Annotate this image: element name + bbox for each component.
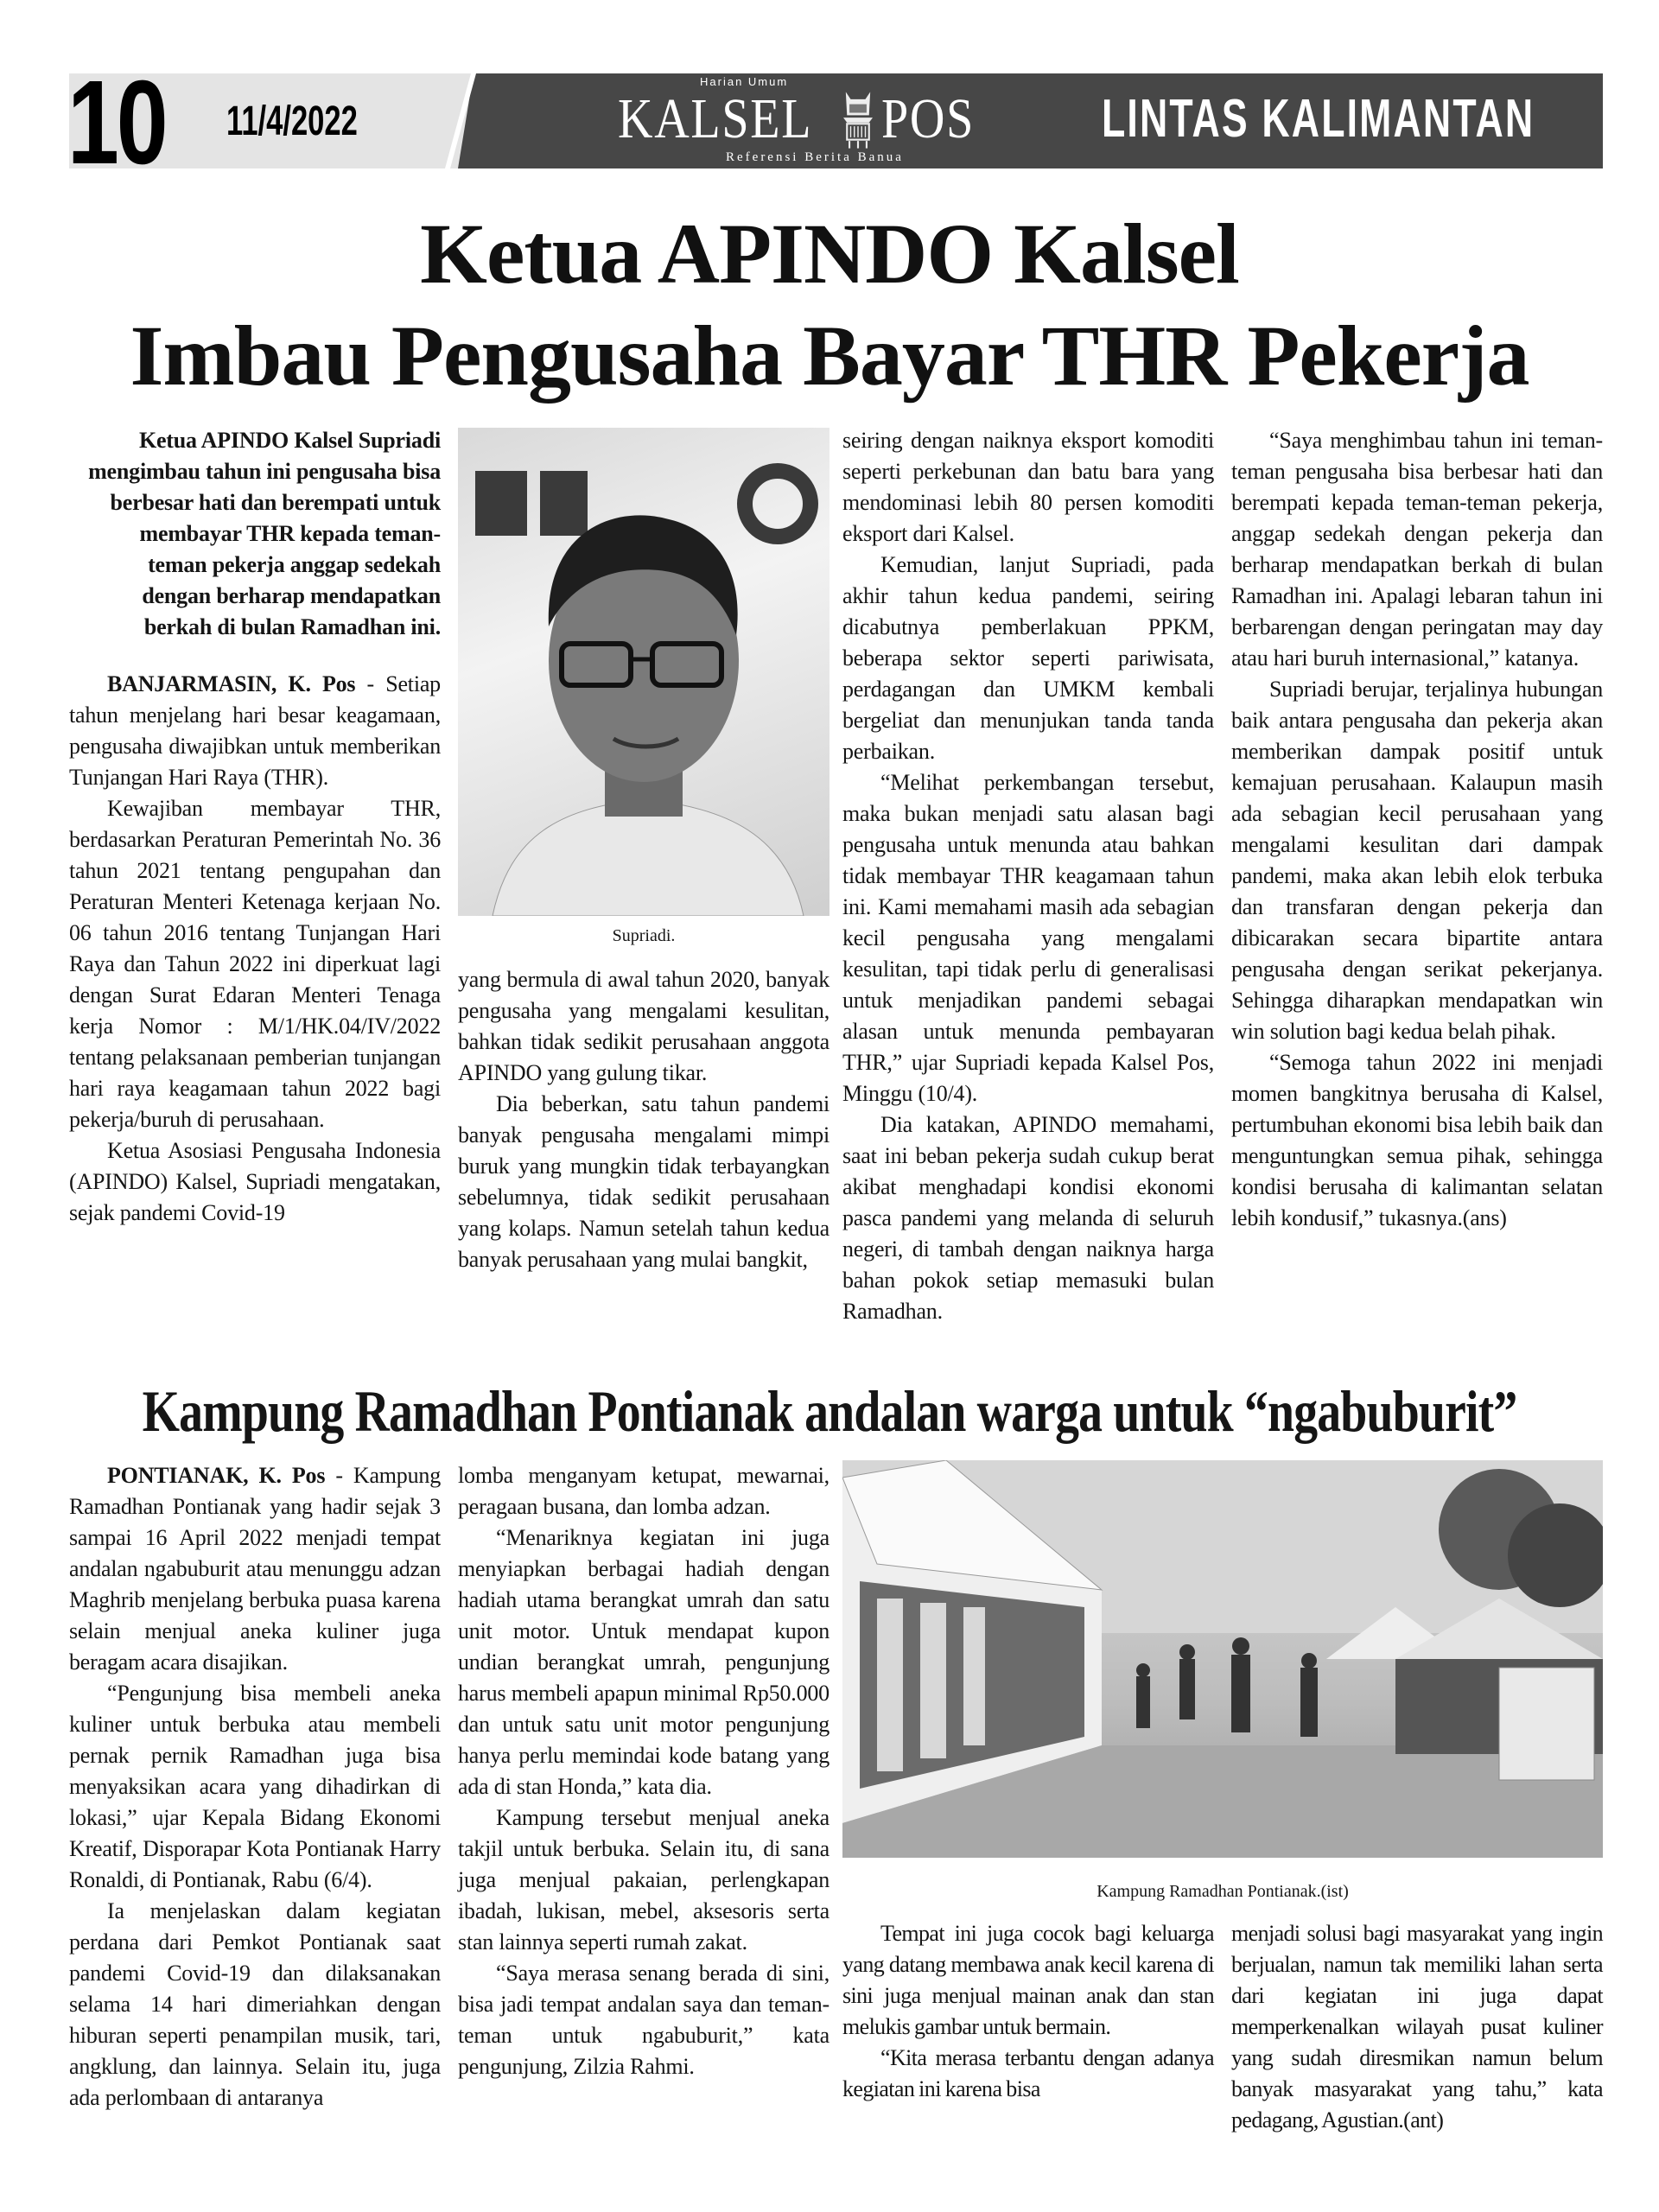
paragraph-text: Ketua Asosiasi Pengusaha Indonesia (APINDO) Kalsel, Supriadi mengatakan, sejak pandemi Covid-19 (69, 1138, 441, 1225)
article-paragraph (1231, 1047, 1603, 1234)
paragraph-text: “Menariknya kegiatan ini juga menyiapkan berbagai hadiah dengan hadiah utama berangkat umrah dan satu unit motor. Untuk mendapat kupon undian berangkat umrah, pengunjung harus membeli apapun minimal Rp50.000 dan untuk satu unit motor pengunjung hanya perlu memindai kode batang yang ada di stan Honda,” kata dia. (458, 1525, 830, 1799)
article2-column-2 (458, 1460, 830, 2082)
paragraph-text: “Saya merasa senang berada di sini, bisa jadi tempat andalan saya dan teman-teman untuk ngabuburit,” kata pengunjung, Zilzia Rahmi. (458, 1961, 830, 2079)
article-paragraph (458, 1958, 830, 2082)
headline-line-1 (0, 204, 1659, 304)
logo-tagline: Referensi Berita Banua (726, 150, 904, 164)
article-paragraph (1231, 1918, 1603, 2136)
paragraph-text: Dia katakan, APINDO memahami, saat ini beban pekerja sudah cukup berat akibat menghadapi kondisi ekonomi pasca pandemi yang melanda di seluruh negeri, di tambah dengan naiknya harga bahan pokok setiap memasuki bulan Ramadhan. (842, 1112, 1214, 1324)
kampung-ramadhan-photo (842, 1460, 1603, 1858)
market-image-icon (842, 1460, 1603, 1858)
paragraph-text: “Saya menghimbau tahun ini teman-teman pengusaha bisa berbesar hati dan berempati kepada teman-teman pekerja, anggap sedekah dengan pekerja dan berharap mendapatkan berkah di bulan Ramadhan ini. Apalagi lebaran tahun ini berbarengan dengan peringatan may day atau hari buruh internasional,” katanya. (1231, 428, 1603, 671)
article-paragraph (842, 2043, 1214, 2105)
article1-column-4 (1231, 425, 1603, 1234)
article-paragraph (1231, 425, 1603, 674)
paragraph-text: Ia menjelaskan dalam kegiatan perdana dari Pemkot Pontianak saat pandemi Covid-19 dan dilaksanakan selama 14 hari dimeriahkan dengan hiburan seperti penampilan musik, tari, angklung, dan lainnya. Selain itu, juga ada perlombaan di antaranya (69, 1898, 441, 2110)
paragraph-text: menjadi solusi bagi masyarakat yang ingin berjualan, namun tak memiliki lahan serta dari kegiatan ini juga dapat memperkenalkan wilayah pusat kuliner yang sudah diresmikan namun belum banyak masyarakat yang tahu,” kata pedagang, Agustian.(ant) (1231, 1921, 1603, 2133)
dateline: PONTIANAK, K. Pos (107, 1463, 326, 1488)
article-paragraph (69, 669, 441, 793)
article-paragraph (69, 793, 441, 1135)
article2-headline (0, 1377, 1659, 1445)
article-lead: Ketua APINDO Kalsel Supriadi mengimbau tahun ini pengusaha bisa berbesar hati dan berempati untuk membayar THR kepada teman-teman pekerja anggap sedekah dengan berharap mendapatkan berkah di bulan Ramadhan ini. (88, 428, 441, 639)
article-paragraph (458, 1089, 830, 1275)
paragraph-text: “Pengunjung bisa membeli aneka kuliner untuk berbuka atau membeli pernak pernik Ramadhan juga bisa menyaksikan acara yang dihadirkan di lokasi,” ujar Kepala Bidang Ekonomi Kreatif, Disporapar Kota Pontianak Harry Ronaldi, di Pontianak, Rabu (6/4). (69, 1681, 441, 1892)
logo-small-text: Harian Umum (700, 75, 789, 88)
paragraph-text: - Setiap tahun menjelang hari besar keagamaan, pengusaha diwajibkan untuk memberikan Tunjangan Hari Raya (THR). (69, 671, 441, 790)
section-rubric: LINTAS KALIMANTAN (1102, 89, 1535, 149)
article-paragraph (842, 1918, 1214, 2043)
article2-column-1 (69, 1460, 441, 2113)
house-emblem-icon (841, 91, 875, 149)
portrait-image-icon (458, 428, 830, 916)
paragraph-text: “Melihat perkembangan tersebut, maka bukan menjadi satu alasan bagi pengusaha untuk menunda atau bahkan tidak membayar THR keagamaan tahun ini. Kami memahami masih ada sebagian kecil pengusaha yang mengalami kesulitan, tapi tidak perlu di generalisasi untuk menjadikan pandemi sebagai alasan untuk menunda pembayaran THR,” ujar Supriadi kepada Kalsel Pos, Minggu (10/4). (842, 770, 1214, 1106)
headline-line-2 (0, 306, 1659, 406)
article-paragraph (842, 425, 1214, 550)
article-paragraph (842, 1109, 1214, 1327)
paragraph-text: Supriadi berujar, terjalinya hubungan baik antara pengusaha dan pekerja akan memberikan dampak positif untuk kemajuan perusahaan. Kalaupun masih ada sebagian kecil perusahaan yang mengalami kesulitan dari dampak pandemi, maka akan lebih elok terbuka dan transfaran dengan pekerja dan dibicarakan secara bipartite antara pengusaha dengan serikat pekerjanya. Sehingga diharapkan mendapatkan win win solution bagi kedua belah pihak. (1231, 677, 1603, 1044)
paragraph-text: Tempat ini juga cocok bagi keluarga yang datang membawa anak kecil karena di sini juga menjual mainan anak dan stan melukis gambar untuk bermain. (842, 1921, 1214, 2039)
paragraph-text: Kemudian, lanjut Supriadi, pada akhir tahun kedua pandemi, seiring dicabutnya pemberlakuan PPKM, beberapa sektor seperti pariwisata, perdagangan dan UMKM kembali bergeliat dan menunjukan tanda tanda perbaikan. (842, 552, 1214, 764)
article-paragraph (69, 1896, 441, 2113)
article1-column-2 (458, 964, 830, 1275)
dateline: BANJARMASIN, K. Pos (107, 671, 356, 696)
newspaper-logo (618, 75, 1084, 167)
article-paragraph (458, 1522, 830, 1802)
supriadi-photo (458, 428, 830, 916)
headline-line-2-text: Imbau Pengusaha Bayar THR Pekerja (130, 308, 1529, 404)
article-paragraph (842, 767, 1214, 1109)
paragraph-text: “Kita merasa terbantu dengan adanya kegiatan ini karena bisa (842, 2045, 1214, 2101)
photo-caption: Supriadi. (612, 926, 676, 945)
article-paragraph (69, 1678, 441, 1896)
issue-date: 11/4/2022 (226, 99, 358, 144)
paragraph-text: Kewajiban membayar THR, berdasarkan Peraturan Pemerintah No. 36 tahun 2021 tentang pengupahan dan Peraturan Menteri Ketenaga kerjaan No. 06 tahun 2016 tentang Tunjangan Hari Raya dan Tahun 2022 ini diperkuat lagi dengan Surat Edaran Menteri Tenaga kerja Nomor : M/1/HK.04/IV/2022 tentang pelaksanaan pemberian tunjangan hari raya keagamaan tahun 2022 bagi pekerja/buruh di perusahaan. (69, 796, 441, 1132)
logo-left-text: KALSEL (618, 87, 813, 150)
article-paragraph (842, 550, 1214, 767)
paragraph-text: Dia beberkan, satu tahun pandemi banyak pengusaha mengalami mimpi buruk yang mungkin tidak terbayangkan sebelumnya, tidak sedikit perusahaan yang kolaps. Namun setelah tahun kedua banyak perusahaan yang mulai bangkit, (458, 1091, 830, 1272)
photo-caption: Kampung Ramadhan Pontianak.(ist) (1096, 1882, 1349, 1901)
headline-line-1-text: Ketua APINDO Kalsel (420, 206, 1239, 302)
article-paragraph (1231, 674, 1603, 1047)
article-paragraph (458, 1460, 830, 1522)
article2-column-4 (1231, 1918, 1603, 2136)
paragraph-text: “Semoga tahun 2022 ini menjadi momen bangkitnya berusaha di Kalsel, pertumbuhan ekonomi bisa lebih baik dan menguntungkan semua pihak, sehingga kondisi berusaha di kalimantan selatan lebih kondusif,” tukasnya.(ans) (1231, 1050, 1603, 1230)
article1-column-3 (842, 425, 1214, 1327)
paragraph-text: - Kampung Ramadhan Pontianak yang hadir sejak 3 sampai 16 April 2022 menjadi tempat andalan ngabuburit atau menunggu adzan Maghrib menjelang berbuka puasa karena selain menjual aneka kuliner juga beragam acara disajikan. (69, 1463, 442, 1675)
article-paragraph (458, 964, 830, 1089)
paragraph-text: seiring dengan naiknya eksport komoditi seperti perkebunan dan batu bara yang mendominasi lebih 80 persen komoditi eksport dari Kalsel. (842, 428, 1214, 546)
paragraph-text: yang bermula di awal tahun 2020, banyak pengusaha yang mengalami kesulitan, bahkan tidak sedikit perusahaan anggota APINDO yang gulung tikar. (458, 967, 830, 1085)
article-paragraph (69, 1460, 441, 1678)
logo-right-text: POS (881, 87, 976, 150)
page-number: 10 (67, 56, 166, 189)
paragraph-text: lomba menganyam ketupat, mewarnai, peragaan busana, dan lomba adzan. (458, 1463, 830, 1519)
article2-column-3 (842, 1918, 1214, 2105)
article-paragraph (69, 1135, 441, 1229)
article-paragraph (458, 1802, 830, 1958)
article1-column-1 (69, 425, 441, 1229)
paragraph-text: Kampung tersebut menjual aneka takjil untuk berbuka. Selain itu, di sana juga menjual pakaian, perlengkapan ibadah, lukisan, mebel, aksesoris serta stan lainnya seperti rumah zakat. (458, 1805, 830, 1955)
article2-headline-text: Kampung Ramadhan Pontianak andalan warga untuk “ngabuburit” (142, 1378, 1517, 1444)
